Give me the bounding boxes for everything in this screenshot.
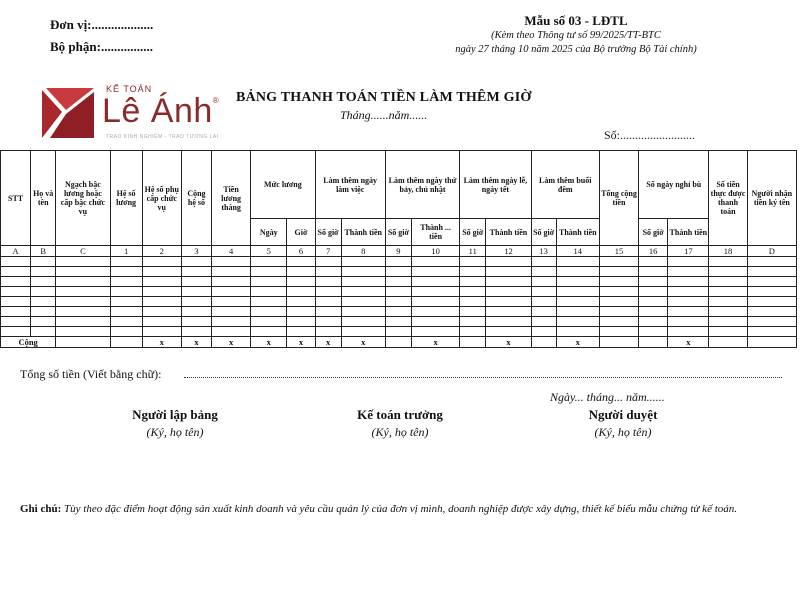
form-number: Mẫu số 03 - LĐTL xyxy=(524,13,628,28)
table-row xyxy=(1,317,797,327)
col-coef-sum: Cộng hệ số xyxy=(181,151,211,246)
header-left xyxy=(50,14,153,58)
signature-approver xyxy=(533,407,713,440)
col-name: Họ và tên xyxy=(31,151,56,246)
column-code: 11 xyxy=(460,246,486,257)
unit-field: Đơn vị:................... xyxy=(50,17,154,32)
col-workday-hours: Số giờ xyxy=(315,219,341,246)
table-row xyxy=(1,277,797,287)
column-code: 3 xyxy=(181,246,211,257)
column-code: 16 xyxy=(639,246,668,257)
column-code: B xyxy=(31,246,56,257)
column-code: A xyxy=(1,246,31,257)
col-paid-amount: Số tiền thực được thanh toán xyxy=(709,151,747,246)
col-total-amount: Tổng cộng tiền xyxy=(599,151,638,246)
total-cell: x xyxy=(212,337,251,348)
total-cell: x xyxy=(411,337,459,348)
col-compensatory-days: Số ngày nghỉ bù xyxy=(639,151,709,219)
total-cell xyxy=(599,337,638,348)
column-code: 18 xyxy=(709,246,747,257)
table-row xyxy=(1,257,797,267)
col-overtime-holiday: Làm thêm ngày lễ, ngày tết xyxy=(460,151,531,219)
col-allowance-coef: Hệ số phụ cấp chức vụ xyxy=(142,151,181,246)
col-wage-day: Ngày xyxy=(251,219,287,246)
total-cell xyxy=(709,337,747,348)
col-night-amount: Thành tiền xyxy=(556,219,599,246)
column-code: 5 xyxy=(251,246,287,257)
total-cell xyxy=(56,337,110,348)
total-cell: x xyxy=(341,337,385,348)
column-code: 1 xyxy=(110,246,142,257)
total-cell: x xyxy=(556,337,599,348)
regulation-ref-line2: ngày 27 tháng 10 năm 2025 của Bộ trưởng Bộ Tài chính) xyxy=(455,44,697,55)
logo-tagline: TRAO KINH NGHIỆM - TRAO TƯƠNG LAI xyxy=(106,134,219,140)
column-code: 12 xyxy=(486,246,531,257)
column-code: 15 xyxy=(599,246,638,257)
total-cell xyxy=(460,337,486,348)
col-receiver-signature: Người nhận tiền ký tên xyxy=(747,151,796,246)
total-cell: x xyxy=(142,337,181,348)
column-code: 6 xyxy=(287,246,315,257)
column-codes-row xyxy=(1,246,797,257)
document-title: BẢNG THANH TOÁN TIỀN LÀM THÊM GIỜ xyxy=(236,90,532,105)
col-weekend-hours: Số giờ xyxy=(385,219,411,246)
period-field: Tháng......năm...... xyxy=(340,108,428,122)
regulation-ref-line1: (Kèm theo Thông tư số 99/2025/TT-BTC xyxy=(491,30,661,41)
total-cell: x xyxy=(181,337,211,348)
total-cell: x xyxy=(486,337,531,348)
total-label: Cộng xyxy=(1,337,56,348)
table-row xyxy=(1,307,797,317)
table-row xyxy=(1,267,797,277)
header-right xyxy=(416,13,736,57)
column-code: 9 xyxy=(385,246,411,257)
col-overtime-workday: Làm thêm ngày làm việc xyxy=(315,151,385,219)
total-cell xyxy=(747,337,796,348)
table-row xyxy=(1,327,797,337)
total-amount-in-words-line xyxy=(184,377,782,378)
column-code: C xyxy=(56,246,110,257)
logo-top-text: KẾ TOÁN xyxy=(106,84,153,94)
col-monthly-salary: Tiền lương tháng xyxy=(212,151,251,246)
logo-mark-icon xyxy=(40,84,96,140)
signature-hint: (Ký, họ tên) xyxy=(146,425,204,439)
col-comp-amount: Thành tiền xyxy=(668,219,709,246)
total-cell xyxy=(639,337,668,348)
col-night-hours: Số giờ xyxy=(531,219,556,246)
table-row xyxy=(1,297,797,307)
le-anh-logo xyxy=(40,82,220,142)
total-cell: x xyxy=(287,337,315,348)
col-wage-hour: Giờ xyxy=(287,219,315,246)
column-code: 17 xyxy=(668,246,709,257)
col-comp-hours: Số giờ xyxy=(639,219,668,246)
footnote xyxy=(20,501,795,517)
total-cell xyxy=(110,337,142,348)
col-workday-amount: Thành tiền xyxy=(341,219,385,246)
col-salary-coef: Hệ số lương xyxy=(110,151,142,246)
column-code: 4 xyxy=(212,246,251,257)
table-row xyxy=(1,287,797,297)
document-number-field: Số:......................... xyxy=(604,128,696,142)
signature-role: Người lập bảng xyxy=(132,407,218,422)
total-cell xyxy=(385,337,411,348)
logo-name: Lê Ánh® xyxy=(102,92,220,130)
total-amount-in-words-label: Tổng số tiền (Viết bằng chữ): xyxy=(20,367,162,381)
col-grade: Ngạch bậc lương hoặc cấp bậc chức vụ xyxy=(56,151,110,246)
signature-hint: (Ký, họ tên) xyxy=(371,425,429,439)
col-stt: STT xyxy=(1,151,31,246)
signature-hint: (Ký, họ tên) xyxy=(594,425,652,439)
total-cell: x xyxy=(251,337,287,348)
signature-preparer xyxy=(85,407,265,440)
col-holiday-amount: Thành tiền xyxy=(486,219,531,246)
column-code: 14 xyxy=(556,246,599,257)
overtime-payment-table xyxy=(0,150,797,348)
signature-role: Người duyệt xyxy=(588,407,658,422)
column-code: 2 xyxy=(142,246,181,257)
col-holiday-hours: Số giờ xyxy=(460,219,486,246)
column-code: 7 xyxy=(315,246,341,257)
total-row xyxy=(1,337,797,348)
column-code: 8 xyxy=(341,246,385,257)
column-code: 13 xyxy=(531,246,556,257)
footnote-label: Ghi chú: xyxy=(20,503,62,515)
total-cell: x xyxy=(315,337,341,348)
signature-role: Kế toán trưởng xyxy=(357,407,443,422)
total-cell: x xyxy=(668,337,709,348)
col-overtime-weekend: Làm thêm ngày thứ bảy, chủ nhật xyxy=(385,151,459,219)
col-weekend-amount: Thành ... tiền xyxy=(411,219,459,246)
column-code: D xyxy=(747,246,796,257)
column-code: 10 xyxy=(411,246,459,257)
footnote-text: Tùy theo đặc điểm hoạt động sản xuất kinh doanh và yêu cầu quản lý của đơn vị mình, doanh nghiệp được xây dựng, thiết kế biểu mẫu chứng từ kế toán. xyxy=(61,503,738,515)
col-overtime-night: Làm thêm buổi đêm xyxy=(531,151,599,219)
signature-chief-accountant xyxy=(310,407,490,440)
col-wage-rate: Mức lương xyxy=(251,151,315,219)
department-field: Bộ phận:................ xyxy=(50,39,153,54)
date-line: Ngày... tháng... năm...... xyxy=(550,390,665,404)
total-cell xyxy=(531,337,556,348)
